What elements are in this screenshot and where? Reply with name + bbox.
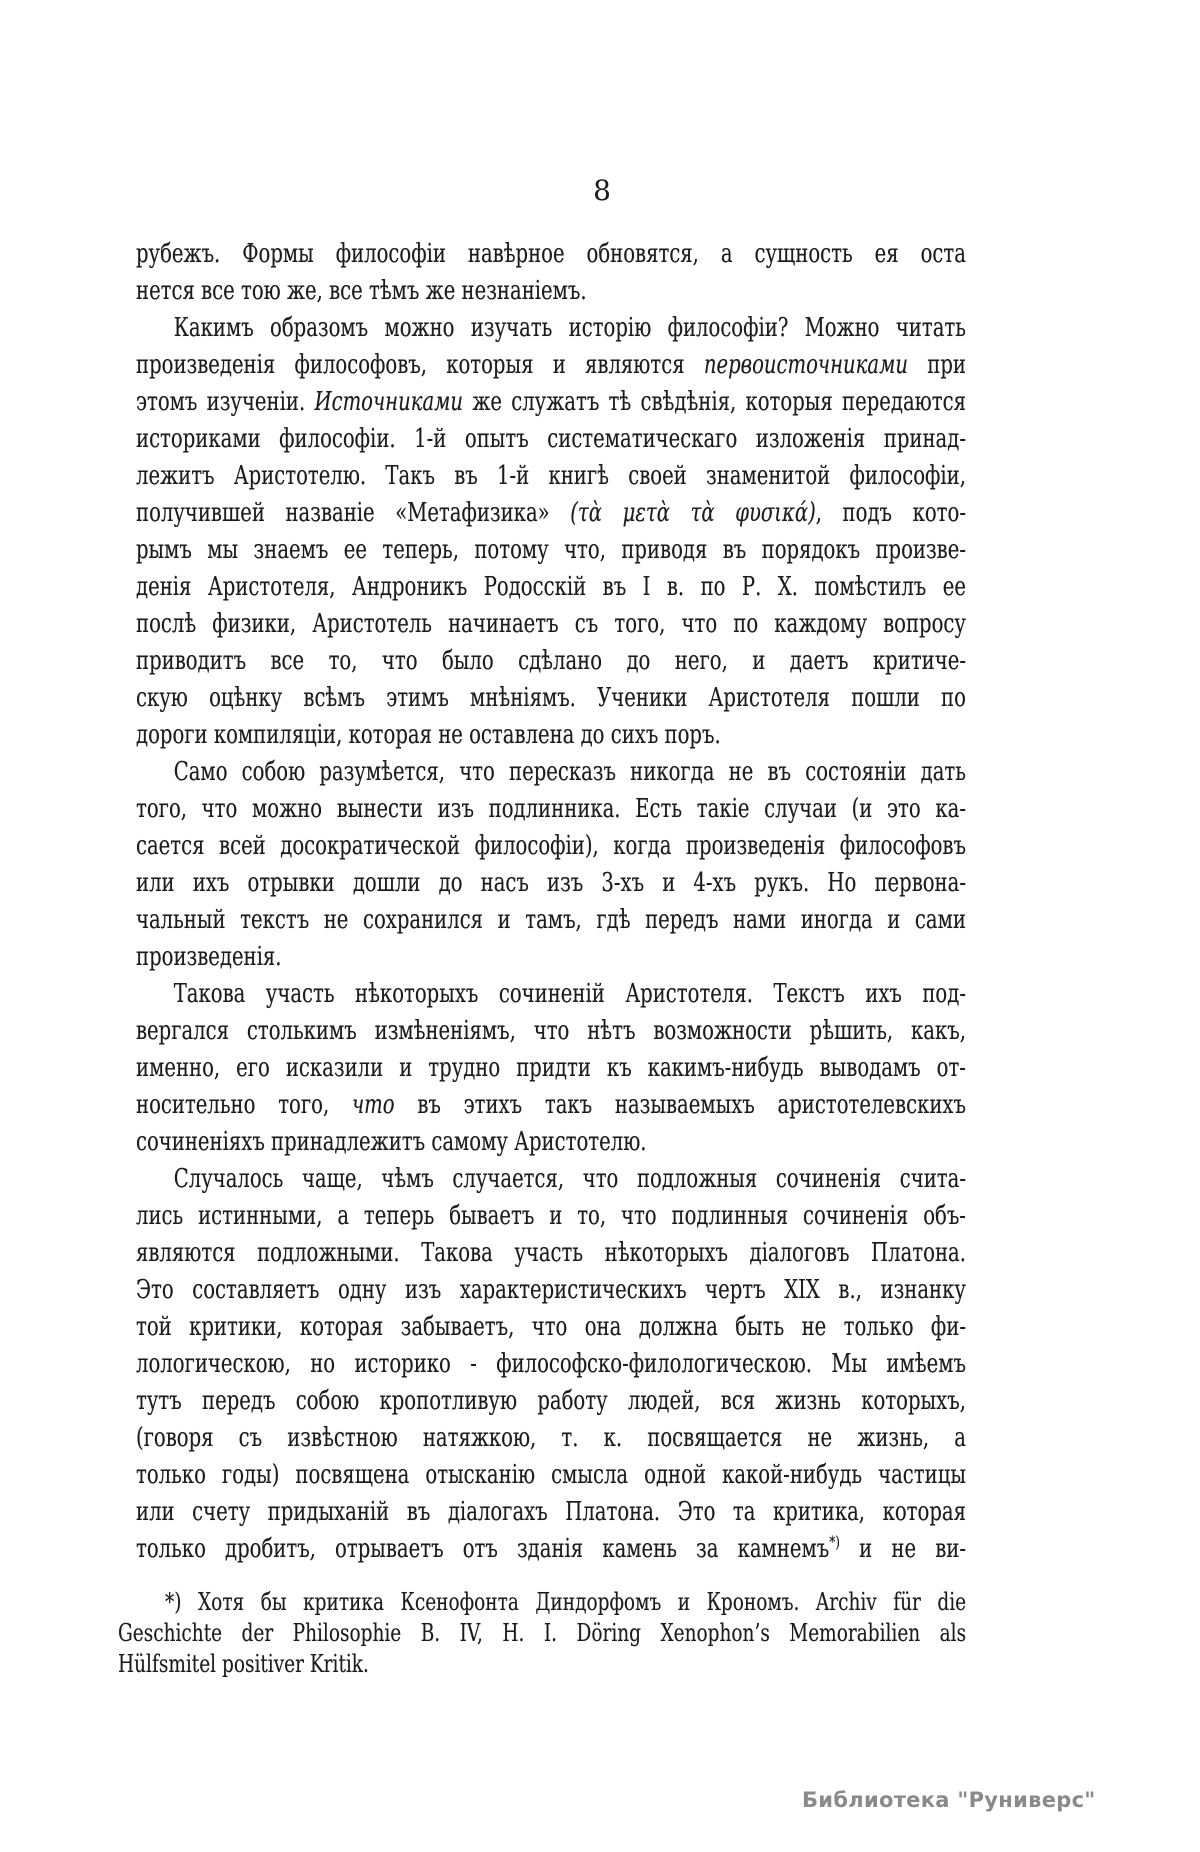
text-line <box>136 643 966 680</box>
paragraph <box>136 976 966 1161</box>
text-line <box>136 828 966 865</box>
text-segment: той критики, которая забываетъ, что она должна быть не только фи- <box>136 1312 966 1342</box>
text-segment: послѣ физики, Аристотель начинаетъ съ того, что по каждому вопросу <box>136 609 966 639</box>
text-line <box>136 273 966 310</box>
paragraph <box>136 310 966 754</box>
italic-text: что <box>351 1090 395 1120</box>
text-segment: этомъ изученіи. <box>136 387 315 417</box>
text-segment: Такова участь нѣкоторыхъ сочиненій Аристотеля. Текстъ ихъ под- <box>173 979 966 1009</box>
text-line <box>136 569 966 606</box>
text-line <box>136 865 966 902</box>
text-segment: или счету придыханій въ діалогахъ Платона. Это та критика, которая <box>136 1497 966 1527</box>
text-segment: вергался столькимъ измѣненіямъ, что нѣтъ возможности рѣшить, какъ, <box>136 1016 966 1046</box>
text-segment: приводитъ все то, что было сдѣлано до него, и даетъ критиче- <box>136 646 966 676</box>
text-line <box>118 1649 966 1680</box>
text-segment: произведенія. <box>136 942 282 972</box>
text-line <box>136 1309 966 1346</box>
text-segment: чальный текстъ не сохранился и тамъ, гдѣ передъ нами иногда и сами <box>136 905 966 935</box>
text-line <box>136 1050 966 1087</box>
italic-text: первоисточниками <box>703 350 908 380</box>
text-segment: носительно того, <box>136 1090 352 1120</box>
paragraph <box>136 754 966 976</box>
text-line <box>136 1013 966 1050</box>
text-segment: Само собою разумѣется, что пересказъ никогда не въ состояніи дать <box>173 757 966 787</box>
text-segment: лежитъ Аристотелю. Такъ въ 1-й книгѣ своей знаменитой философіи, <box>136 461 966 491</box>
text-line <box>136 1346 966 1383</box>
text-line <box>136 1420 966 1457</box>
text-segment: произведенія философовъ, которыя и являются <box>136 350 704 380</box>
text-line <box>136 458 966 495</box>
text-line <box>136 1383 966 1420</box>
text-line <box>136 902 966 939</box>
text-line <box>136 1235 966 1272</box>
text-segment: именно, его исказили и трудно придти къ какимъ-нибудь выводамъ от- <box>136 1053 966 1083</box>
text-segment: *) Хотя бы критика Ксенофонта Диндорфомъ и Крономъ. Archiv für die <box>165 1588 967 1616</box>
text-segment: Какимъ образомъ можно изучать исторію философіи? Можно читать <box>173 313 966 343</box>
text-segment: Hülfsmitel positiver Kritik. <box>118 1650 369 1678</box>
text-segment: денія Аристотеля, Андроникъ Родосскій въ I в. по Р. Х. помѣстилъ ее <box>136 572 966 602</box>
text-line <box>136 1457 966 1494</box>
text-segment: , подъ кото- <box>815 498 966 528</box>
text-line <box>136 310 966 347</box>
paragraph <box>136 236 966 310</box>
text-line <box>136 236 966 273</box>
text-segment: при <box>907 350 966 380</box>
italic-text: (τὰ μετὰ τὰ φυσικά) <box>570 498 816 528</box>
text-line <box>136 1198 966 1235</box>
text-line <box>136 791 966 828</box>
text-segment: только годы) посвящена отысканію смысла одной какой-нибудь частицы <box>136 1460 966 1490</box>
text-line <box>136 717 966 754</box>
text-segment: дороги компиляціи, которая не оставлена до сихъ поръ. <box>136 720 721 750</box>
text-segment: рымъ мы знаемъ ее теперь, потому что, приводя въ порядокъ произве- <box>136 535 966 565</box>
text-line <box>136 1124 966 1161</box>
text-segment: же служатъ тѣ свѣдѣнія, которыя передаются <box>463 387 966 417</box>
text-line <box>136 680 966 717</box>
text-segment: скую оцѣнку всѣмъ этимъ мнѣніямъ. Ученики Аристотеля пошли по <box>136 683 966 713</box>
text-line <box>136 1272 966 1309</box>
text-segment: только дробитъ, отрываетъ отъ зданія камень за камнемъ <box>136 1534 830 1564</box>
footnote-marker: *) <box>829 1532 841 1552</box>
italic-text: Источниками <box>314 387 464 417</box>
text-segment: являются подложными. Такова участь нѣкоторыхъ діалоговъ Платона. <box>136 1238 966 1268</box>
library-watermark: Библиотека "Руниверс" <box>802 1788 1096 1812</box>
footnote <box>118 1587 966 1680</box>
text-line <box>136 1531 966 1568</box>
text-segment: сается всей досократической философіи), когда произведенія философовъ <box>136 831 966 861</box>
text-segment: и не ви- <box>840 1534 966 1564</box>
text-line <box>136 421 966 458</box>
text-segment: нется все тою же, все тѣмъ же незнаніемъ. <box>136 276 587 306</box>
page-number: 8 <box>593 174 611 207</box>
paragraph <box>118 1587 966 1680</box>
text-segment: получившей названіе «Метафизика» <box>136 498 571 528</box>
text-segment: историками философіи. 1-й опытъ систематическаго изложенія принад- <box>136 424 966 454</box>
text-line <box>136 976 966 1013</box>
text-line <box>136 1494 966 1531</box>
text-segment: того, что можно вынести изъ подлинника. Есть такіе случаи (и это ка- <box>136 794 966 824</box>
text-line <box>136 384 966 421</box>
text-line <box>136 939 966 976</box>
text-segment: въ этихъ такъ называемыхъ аристотелевскихъ <box>394 1090 966 1120</box>
text-segment: тутъ передъ собою кропотливую работу людей, вся жизнь которыхъ, <box>136 1386 966 1416</box>
text-segment: лологическою, но историко - философско-филологическою. Мы имѣемъ <box>136 1349 966 1379</box>
text-line <box>136 1087 966 1124</box>
text-segment: лись истинными, а теперь бываетъ и то, что подлинныя сочиненія объ- <box>136 1201 966 1231</box>
text-segment: или ихъ отрывки дошли до насъ изъ 3-хъ и 4-хъ рукъ. Но первона- <box>136 868 966 898</box>
text-segment: Geschichte der Philosophie B. IV, H. I. Döring Xenophon’s Memorabilien als <box>118 1619 967 1647</box>
text-segment: Случалось чаще, чѣмъ случается, что подложныя сочиненія счита- <box>173 1164 966 1194</box>
text-line <box>136 754 966 791</box>
text-segment: рубежъ. Формы философіи навѣрное обновятся, а сущность ея оста <box>136 239 966 269</box>
text-line <box>136 347 966 384</box>
body-text <box>136 236 966 1568</box>
text-segment: (говоря съ извѣстною натяжкою, т. к. посвящается не жизнь, а <box>136 1423 966 1453</box>
text-line <box>118 1618 966 1649</box>
text-line <box>136 495 966 532</box>
paragraph <box>136 1161 966 1568</box>
text-segment: Это составляетъ одну изъ характеристическихъ чертъ XIX в., изнанку <box>136 1275 966 1305</box>
text-line <box>136 606 966 643</box>
text-line <box>136 1161 966 1198</box>
text-line <box>118 1587 966 1618</box>
text-segment: сочиненіяхъ принадлежитъ самому Аристотелю. <box>136 1127 647 1157</box>
text-line <box>136 532 966 569</box>
